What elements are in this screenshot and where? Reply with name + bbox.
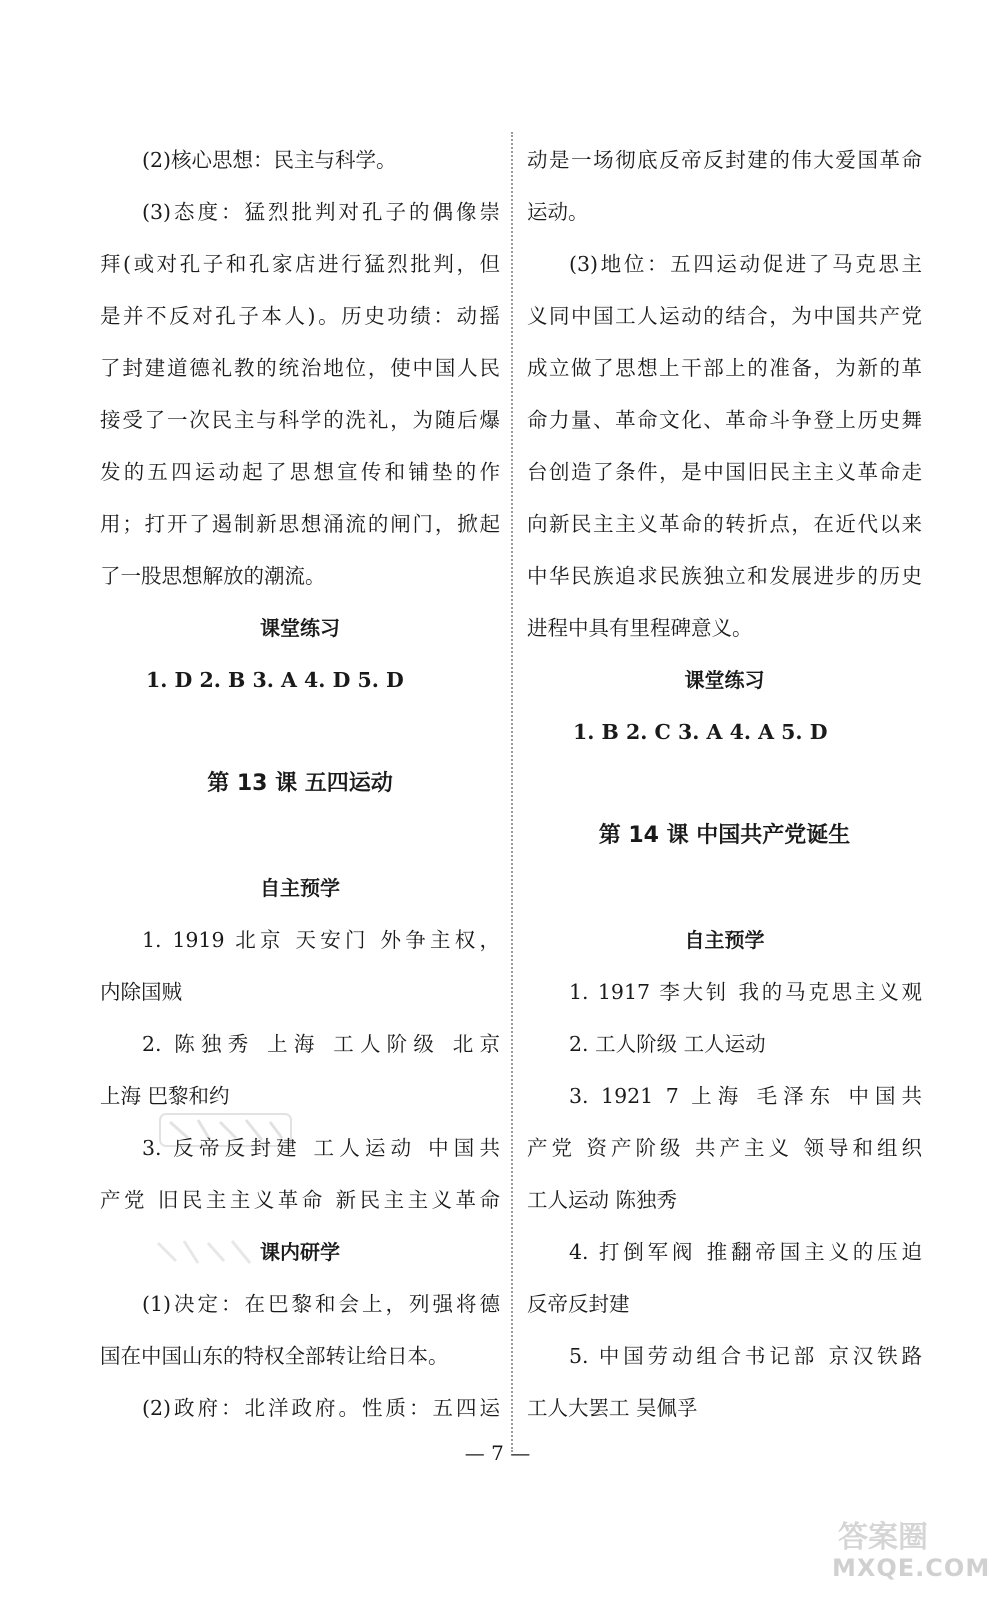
watermark-brand: 答案圈 bbox=[838, 1520, 928, 1555]
text-line: 1. 1919 北京 天安门 外争主权， bbox=[142, 928, 500, 952]
text-line: 3. 1921 7 上海 毛泽东 中国共 bbox=[569, 1084, 922, 1108]
text-line: (2)政府：北洋政府。性质：五四运 bbox=[142, 1396, 500, 1420]
text-line: 拜(或对孔子和孔家店进行猛烈批判，但 bbox=[100, 252, 500, 276]
text-line: 工人大罢工 吴佩孚 bbox=[527, 1396, 698, 1420]
text-line: 5. 中国劳动组合书记部 京汉铁路 bbox=[569, 1344, 922, 1368]
text-line: 向新民主主义革命的转折点，在近代以来 bbox=[527, 512, 922, 536]
text-line: 运动。 bbox=[527, 200, 589, 224]
column-divider bbox=[511, 132, 513, 1452]
lesson-title: 第 13 课 五四运动 bbox=[207, 771, 393, 796]
text-line: 内除国贼 bbox=[100, 980, 182, 1004]
section-heading: 自主预学 bbox=[260, 876, 340, 900]
text-line: 2. 工人阶级 工人运动 bbox=[569, 1032, 766, 1056]
text-line: 4. 打倒军阀 推翻帝国主义的压迫 bbox=[569, 1240, 922, 1264]
text-line: 接受了一次民主与科学的洗礼，为随后爆 bbox=[100, 408, 500, 432]
site-watermark bbox=[832, 1510, 991, 1582]
section-heading: 课内研学 bbox=[260, 1240, 340, 1264]
section-heading: 课堂练习 bbox=[260, 616, 340, 640]
answer-key: 1. D 2. B 3. A 4. D 5. D bbox=[146, 668, 404, 692]
spacer bbox=[527, 862, 922, 914]
text-line: 上海 巴黎和约 bbox=[100, 1084, 230, 1108]
text-line: 2. 陈独秀 上海 工人阶级 北京 bbox=[142, 1032, 500, 1056]
text-line: 命力量、革命文化、革命斗争登上历史舞 bbox=[527, 408, 922, 432]
text-line: 中华民族追求民族独立和发展进步的历史 bbox=[527, 564, 922, 588]
page-number: — 7 — bbox=[464, 1441, 531, 1465]
text-line: 动是一场彻底反帝反封建的伟大爱国革命 bbox=[527, 148, 922, 172]
text-line: 台创造了条件，是中国旧民主主义革命走 bbox=[527, 460, 922, 484]
text-line: 了封建道德礼教的统治地位，使中国人民 bbox=[100, 356, 500, 380]
spacer bbox=[527, 758, 922, 810]
text-line: 了一股思想解放的潮流。 bbox=[100, 564, 326, 588]
spacer bbox=[100, 706, 500, 758]
section-heading: 自主预学 bbox=[684, 928, 765, 952]
watermark-url: MXQE.COM bbox=[832, 1554, 991, 1582]
text-line: 1. 1917 李大钊 我的马克思主义观 bbox=[569, 980, 922, 1004]
text-line: (1)决定：在巴黎和会上，列强将德 bbox=[142, 1292, 500, 1316]
text-line: 进程中具有里程碑意义。 bbox=[527, 616, 753, 640]
text-line: 工人运动 陈独秀 bbox=[527, 1188, 678, 1212]
spacer bbox=[100, 810, 500, 862]
text-line: (3)态度：猛烈批判对孔子的偶像崇 bbox=[142, 200, 500, 224]
text-line: 产党 资产阶级 共产主义 领导和组织 bbox=[527, 1136, 922, 1160]
text-line: 反帝反封建 bbox=[527, 1292, 630, 1316]
text-line: 国在中国山东的特权全部转让给日本。 bbox=[100, 1344, 449, 1368]
lesson-title: 第 14 课 中国共产党诞生 bbox=[598, 823, 851, 848]
text-line: 是并不反对孔子本人)。历史功绩：动摇 bbox=[100, 304, 500, 328]
stamp-watermark bbox=[158, 1110, 293, 1150]
text-line: 3. 反帝反封建 工人运动 中国共 bbox=[142, 1136, 500, 1160]
text-line: 义同中国工人运动的结合，为中国共产党 bbox=[527, 304, 922, 328]
text-line: 用；打开了遏制新思想涌流的闸门，掀起 bbox=[100, 512, 500, 536]
text-line: 发的五四运动起了思想宣传和铺垫的作 bbox=[100, 460, 500, 484]
answer-key: 1. B 2. C 3. A 4. A 5. D bbox=[573, 720, 828, 744]
text-line: (2)核心思想：民主与科学。 bbox=[142, 148, 397, 172]
text-line: 成立做了思想上干部上的准备，为新的革 bbox=[527, 356, 922, 380]
text-line: (3)地位：五四运动促进了马克思主 bbox=[569, 252, 922, 276]
section-heading: 课堂练习 bbox=[684, 668, 765, 692]
text-line: 产党 旧民主主义革命 新民主主义革命 bbox=[100, 1188, 500, 1212]
stamp-watermark bbox=[150, 1235, 260, 1270]
